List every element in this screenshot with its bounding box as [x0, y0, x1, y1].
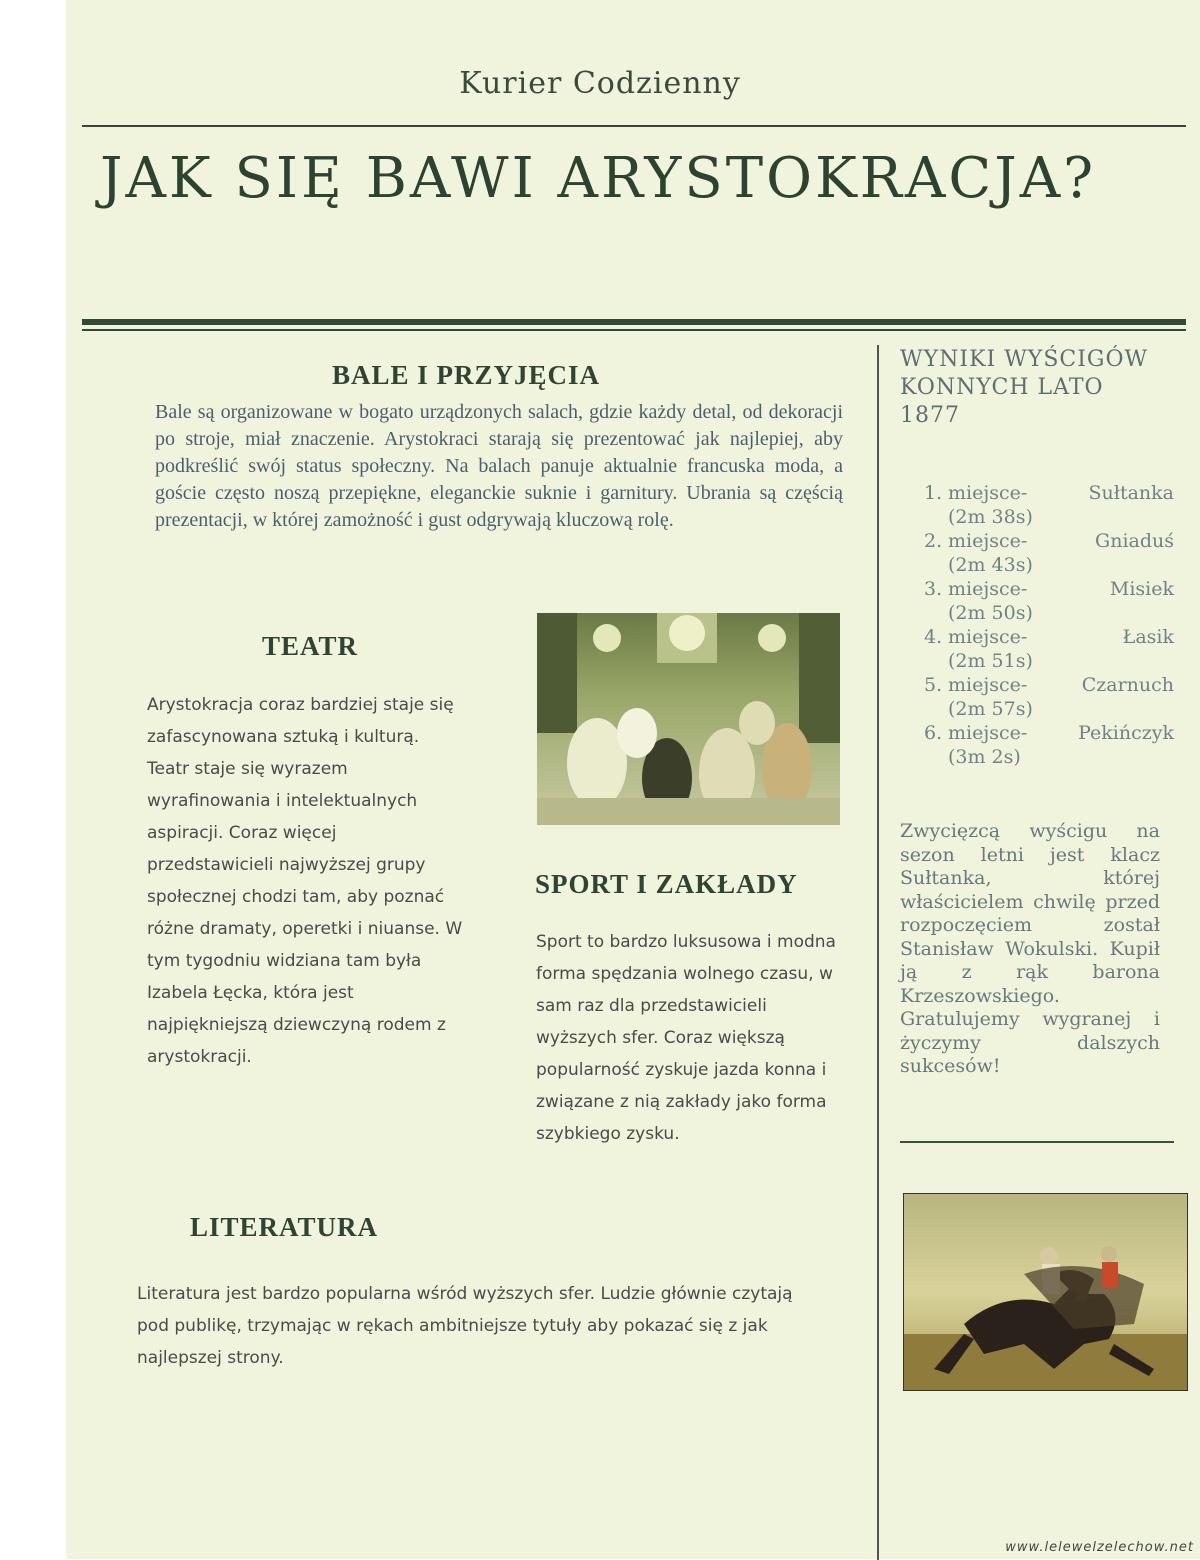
result-label: miejsce- [948, 626, 1028, 648]
bale-text: Bale są organizowane w bogato urządzonych salach, gdzie każdy detal, od dekoracji po stroje, miał znaczenie. Arystokraci starają się prezentować jak najlepiej, aby podkreślić swój status społeczny. Na balach panuje aktualnie francuska moda, a goście często noszą przepiękne, eleganckie suknie i garnitury. Ubrania są częścią prezentacji, w której zamożność i gust odgrywają kluczową rolę. [155, 401, 843, 531]
result-time: (2m 43s) [948, 554, 1033, 576]
result-horse: Gniaduś [1095, 530, 1174, 552]
result-number: 2. [924, 530, 943, 552]
result-label: miejsce- [948, 578, 1028, 600]
headline-rule-thin [82, 329, 1186, 331]
headline-rule-thick [82, 319, 1186, 325]
result-label: miejsce- [948, 722, 1028, 744]
ballroom-image [537, 613, 840, 825]
column-divider [877, 345, 879, 1560]
result-number: 3. [924, 578, 943, 600]
result-number: 5. [924, 674, 943, 696]
result-horse: Łasik [1122, 626, 1174, 648]
result-number: 6. [924, 722, 943, 744]
result-horse: Czarnuch [1081, 674, 1174, 696]
masthead: Kurier Codzienny [459, 66, 741, 101]
result-item [924, 529, 1174, 577]
result-horse: Pekińczyk [1078, 722, 1174, 744]
footer-url: www.lelewelzelechow.net [1005, 1540, 1194, 1555]
result-item [924, 577, 1174, 625]
bale-title: BALE I PRZYJĘCIA [332, 360, 601, 390]
result-label: miejsce- [948, 482, 1028, 504]
result-time: (2m 51s) [948, 650, 1033, 672]
sport-title: SPORT I ZAKŁADY [535, 869, 798, 899]
literatura-text: Literatura jest bardzo popularna wśród wyższych sfer. Ludzie głównie czytają pod publikę, trzymając w rękach ambitniejsze tytuły aby pokazać się z jak najlepszej strony. [137, 1284, 793, 1368]
result-item [924, 673, 1174, 721]
result-time: (3m 2s) [948, 746, 1021, 768]
result-item [924, 481, 1174, 529]
headline: JAK SIĘ BAWI ARYSTOKRACJA? [100, 146, 1097, 211]
ballroom-painting [537, 613, 840, 825]
result-number: 4. [924, 626, 943, 648]
teatr-text: Arystokracja coraz bardziej staje się zafascynowana sztuką i kulturą. Teatr staje się wyrazem wyrafinowania i intelektualnych aspiracji. Coraz więcej przedstawicieli najwyższej grupy społecznej chodzi tam, aby poznać różne dramaty, operetki i niuanse. W tym tygodniu widziana tam była Izabela Łęcka, która jest najpiękniejszą dziewczyną rodem z arystokracji. [147, 695, 463, 1067]
result-time: (2m 50s) [948, 602, 1033, 624]
literatura-title: LITERATURA [190, 1212, 379, 1242]
result-label: miejsce- [948, 674, 1028, 696]
result-label: miejsce- [948, 530, 1028, 552]
result-item [924, 721, 1174, 769]
masthead-rule [82, 125, 1186, 127]
teatr-title: TEATR [262, 631, 359, 661]
results-title: WYNIKI WYŚCIGÓW KONNYCH LATO 1877 [900, 347, 1149, 428]
sport-text: Sport to bardzo luksusowa i modna forma spędzania wolnego czasu, w sam raz dla przedstawicieli wyższych sfer. Coraz większą popularność zyskuje jazda konna i związane z nią zakłady jako forma szybkiego zysku. [536, 932, 836, 1144]
result-horse: Sułtanka [1088, 482, 1174, 504]
sidebar-rule [900, 1141, 1174, 1143]
horse-race-image [904, 1194, 1187, 1390]
result-time: (2m 57s) [948, 698, 1033, 720]
result-item [924, 625, 1174, 673]
result-number: 1. [924, 482, 943, 504]
results-list [924, 481, 1174, 769]
winner-text: Zwycięzcą wyścigu na sezon letni jest klacz Sułtanka, której właścicielem chwilę przed rozpoczęciem został Stanisław Wokulski. Kupił ją z rąk barona Krzeszowskiego. Gratulujemy wygranej i życzymy dalszych sukcesów! [900, 820, 1160, 1077]
horse-race-painting [903, 1193, 1188, 1391]
result-time: (2m 38s) [948, 506, 1033, 528]
result-horse: Misiek [1109, 578, 1174, 600]
